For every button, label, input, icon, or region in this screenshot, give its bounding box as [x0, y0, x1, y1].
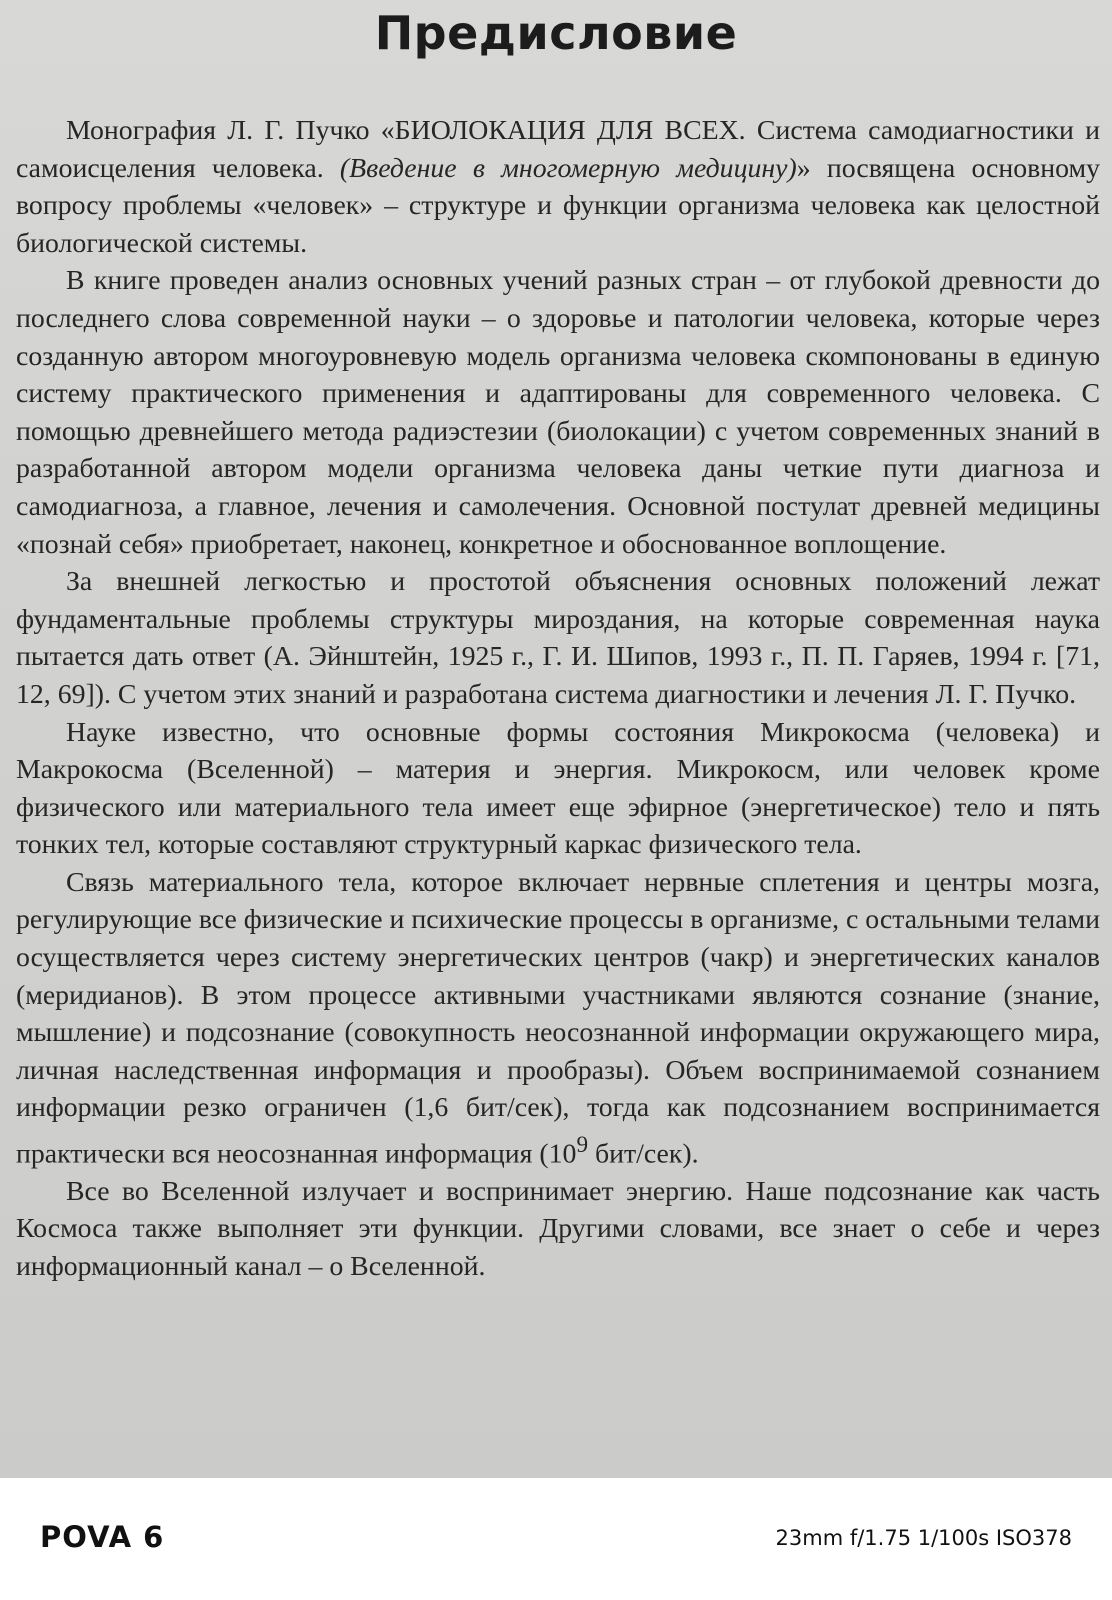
paragraph-1-start: Монография Л. Г. Пучко «БИОЛОКАЦИЯ ДЛЯ ВСЕХ. Система самодиагностики и самоисцеления человека. — [16, 115, 1100, 184]
paragraph-6: Все во Вселенной излучает и воспринимает энергию. Наше подсознание как часть Космоса также выполняет эти функции. Другими словами, все знает о себе и через информационный канал – о Вселенной. — [16, 1175, 1100, 1283]
body-text — [16, 112, 1100, 1286]
paragraph-1-end: » посвящена основному вопросу проблемы «человек» – структуре и функции организма человека как целостной биологической системы. — [16, 152, 1101, 259]
paragraph-5-end: бит/сек). — [588, 1138, 699, 1170]
paragraph-3: За внешней легкостью и простотой объяснения основных положений лежат фундаментальные проблемы структуры мироздания, на которые современная наука пытается дать ответ (А. Эйнштейн, 1925 г., Г. И. Шипов, 1993 г., П. П. Гаряев, 1994 г. [71, 12, 69]). С учетом этих знаний и разработана система диагностики и лечения Л. Г. Пучко. — [16, 566, 1100, 710]
paragraph-1-italic: (Введение в многомерную медицину) — [339, 152, 797, 184]
paragraph-5 — [16, 864, 1100, 1173]
paragraph-5-exponent: 9 — [576, 1132, 589, 1159]
paragraph-4: Науке известно, что основные формы состояния Микрокосма (человека) и Макрокосма (Вселенной) – материя и энергия. Микрокосм, или человек кроме физического или материального тела имеет еще эфирное (энергетическое) тело и пять тонких тел, которые составляют структурный каркас физического тела. — [16, 716, 1100, 861]
camera-exif: 23mm f/1.75 1/100s ISO378 — [775, 1526, 1072, 1550]
paragraph-1 — [16, 112, 1100, 262]
paragraph-2: В книге проведен анализ основных учений разных стран – от глубокой древности до последнего слова современной науки – о здоровье и патологии человека, которые через созданную автором многоуровневую модель организма человека скомпонованы в единую систему практического применения и адаптированы для современного человека. С помощью древнейшего метода радиэстезии (биолокации) с учетом современных знаний в разработанной автором модели организма человека даны четкие пути диагноза и самодиагноза, а главное, лечения и самолечения. Основной постулат древней медицины «познай себя» приобретает, наконец, конкретное и обоснованное воплощение. — [16, 265, 1100, 560]
paragraph-5-text: Связь материального тела, которое включает нервные сплетения и центры мозга, регулирующие все физические и психические процессы в организме, с остальными телами осуществляется через систему энергетических центров (чакр) и энергетических каналов (меридианов). В этом процессе активными участниками являются сознание (знание, мышление) и подсознание (совокупность неосознанной информации окружающего мира, личная наследственная информация и прообразы). Объем воспринимаемой сознанием информации резко ограничен (1,6 бит/сек), тогда как подсознанием воспринимается практически вся неосознанная информация (10 — [16, 866, 1100, 1170]
camera-brand: POVA 6 — [40, 1520, 165, 1554]
page-title: Предисловие — [374, 6, 738, 60]
